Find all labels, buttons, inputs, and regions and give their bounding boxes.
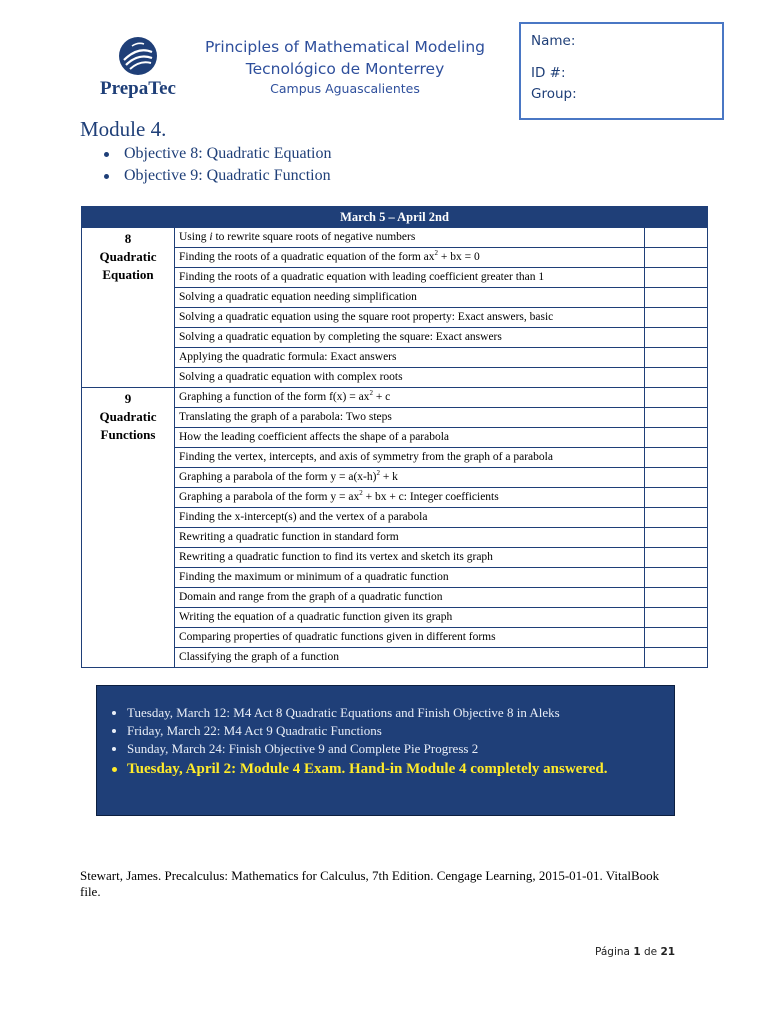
- table-row: [82, 628, 708, 648]
- table-row: [82, 568, 708, 588]
- module-title: Module 4.: [80, 117, 167, 141]
- deadline-item: Sunday, March 24: Finish Objective 9 and Complete Pie Progress 2: [107, 740, 664, 758]
- topic-cell: Rewriting a quadratic function in standard form: [175, 528, 645, 548]
- checkbox-cell[interactable]: [645, 368, 708, 388]
- table-row: [82, 588, 708, 608]
- table-row: [82, 488, 708, 508]
- checkbox-cell[interactable]: [645, 608, 708, 628]
- objective-item: Objective 8: Quadratic Equation: [100, 143, 331, 165]
- topic-cell: Finding the roots of a quadratic equation of the form $ax^2$ + bx = 0: [175, 248, 645, 268]
- topic-cell: How the leading coefficient affects the shape of a parabola: [175, 428, 645, 448]
- deadlines-box: [96, 685, 675, 816]
- topic-cell: Graphing a parabola of the form $y = a(x-h)^2 + k$: [175, 468, 645, 488]
- deadline-item: Tuesday, March 12: M4 Act 8 Quadratic Equations and Finish Objective 8 in Aleks: [107, 704, 664, 722]
- objectives-table: [81, 206, 708, 668]
- course-title-block: [190, 36, 500, 98]
- checkbox-cell[interactable]: [645, 508, 708, 528]
- checkbox-cell[interactable]: [645, 308, 708, 328]
- checkbox-cell[interactable]: [645, 348, 708, 368]
- table-row: [82, 548, 708, 568]
- table-row: [82, 268, 708, 288]
- checkbox-cell[interactable]: [645, 428, 708, 448]
- table-row: [82, 308, 708, 328]
- topic-cell: Applying the quadratic formula: Exact answers: [175, 348, 645, 368]
- table-row: [82, 388, 708, 408]
- table-row: [82, 528, 708, 548]
- checkbox-cell[interactable]: [645, 488, 708, 508]
- topic-cell: Solving a quadratic equation with complex roots: [175, 368, 645, 388]
- table-row: [82, 428, 708, 448]
- prepatec-emblem-icon: [118, 36, 158, 76]
- bibliographic-citation: Stewart, James. Precalculus: Mathematics for Calculus, 7th Edition. Cengage Learning, 2015-01-01. VitalBook file.: [80, 868, 660, 899]
- topic-cell: Finding the roots of a quadratic equation with leading coefficient greater than 1: [175, 268, 645, 288]
- checkbox-cell[interactable]: [645, 588, 708, 608]
- table-row: [82, 348, 708, 368]
- checkbox-cell[interactable]: [645, 328, 708, 348]
- checkbox-cell[interactable]: [645, 648, 708, 668]
- checkbox-cell[interactable]: [645, 228, 708, 248]
- table-row: [82, 648, 708, 668]
- topic-cell: Finding the vertex, intercepts, and axis of symmetry from the graph of a parabola: [175, 448, 645, 468]
- table-row: [82, 328, 708, 348]
- topic-cell: Classifying the graph of a function: [175, 648, 645, 668]
- topic-cell: Writing the equation of a quadratic function given its graph: [175, 608, 645, 628]
- checkbox-cell[interactable]: [645, 628, 708, 648]
- topic-cell: Finding the maximum or minimum of a quadratic function: [175, 568, 645, 588]
- table-row: [82, 448, 708, 468]
- topic-cell: Using i to rewrite square roots of negative numbers: [175, 228, 645, 248]
- table-row: [82, 468, 708, 488]
- table-row: [82, 408, 708, 428]
- checkbox-cell[interactable]: [645, 288, 708, 308]
- topic-cell: Graphing a function of the form $f(x) = ax^2 + c$: [175, 388, 645, 408]
- group-objective-8: 8 Quadratic Equation: [82, 228, 175, 388]
- group-objective-9: 9 Quadratic Functions: [82, 388, 175, 668]
- logo-wordmark: PrepaTec: [100, 78, 176, 99]
- campus-name: Campus Aguascalientes: [270, 81, 420, 96]
- table-header-dates: March 5 – April 2nd: [82, 207, 708, 228]
- table-row: [82, 228, 708, 248]
- table-row: [82, 508, 708, 528]
- checkbox-cell[interactable]: [645, 568, 708, 588]
- topic-cell: Translating the graph of a parabola: Two steps: [175, 408, 645, 428]
- checkbox-cell[interactable]: [645, 468, 708, 488]
- checkbox-cell[interactable]: [645, 448, 708, 468]
- topic-cell: Domain and range from the graph of a quadratic function: [175, 588, 645, 608]
- topic-cell: Finding the x-intercept(s) and the vertex of a parabola: [175, 508, 645, 528]
- checkbox-cell[interactable]: [645, 548, 708, 568]
- course-title: Principles of Mathematical Modeling: [204, 38, 485, 56]
- checkbox-cell[interactable]: [645, 248, 708, 268]
- checkbox-cell[interactable]: [645, 528, 708, 548]
- exam-deadline: Tuesday, April 2: Module 4 Exam. Hand-in Module 4 completely answered.: [107, 759, 664, 779]
- table-row: [82, 288, 708, 308]
- page-number: Página 1 de 21: [595, 946, 676, 958]
- student-info-box: [519, 22, 724, 120]
- objectives-list: [100, 143, 331, 187]
- topic-cell: Comparing properties of quadratic functions given in different forms: [175, 628, 645, 648]
- topic-cell: Solving a quadratic equation by completing the square: Exact answers: [175, 328, 645, 348]
- group-label: Group:: [531, 86, 577, 102]
- objective-item: Objective 9: Quadratic Function: [100, 165, 331, 187]
- id-label: ID #:: [531, 65, 566, 81]
- topic-cell: Rewriting a quadratic function to find its vertex and sketch its graph: [175, 548, 645, 568]
- checkbox-cell[interactable]: [645, 408, 708, 428]
- topic-cell: Graphing a parabola of the form $y = ax^2$ + bx + c: Integer coefficients: [175, 488, 645, 508]
- table-row: [82, 608, 708, 628]
- checkbox-cell[interactable]: [645, 388, 708, 408]
- institution-name: Tecnológico de Monterrey: [245, 60, 445, 78]
- deadline-item: Friday, March 22: M4 Act 9 Quadratic Functions: [107, 722, 664, 740]
- name-label: Name:: [531, 33, 576, 49]
- prepatec-logo: [96, 36, 180, 102]
- topic-cell: Solving a quadratic equation using the square root property: Exact answers, basic: [175, 308, 645, 328]
- topic-cell: Solving a quadratic equation needing simplification: [175, 288, 645, 308]
- table-row: [82, 248, 708, 268]
- table-row: [82, 368, 708, 388]
- checkbox-cell[interactable]: [645, 268, 708, 288]
